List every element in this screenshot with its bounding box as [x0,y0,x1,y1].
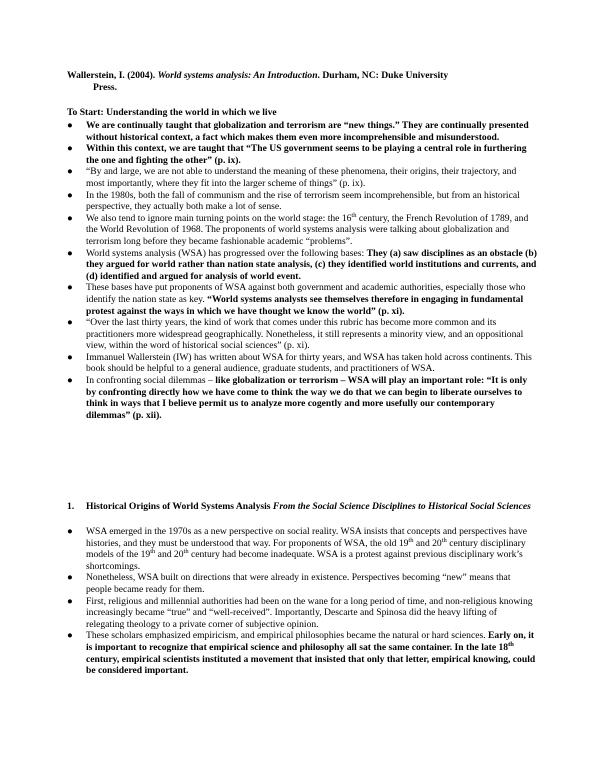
list-item: ● These bases have put proponents of WSA against both government and academic authorities, especially those who identify the nation state as key. “World systems analysts see themselves therefore in engaging in fundamental protest against the ways in which we have thought we know the world” (p. xi). [67,282,526,317]
section-subtitle: From the Social Science Disciplines to Historical Social Sciences [272,501,531,512]
citation-publisher: . Durham, NC: Duke University [317,70,449,81]
bullet-glyph: ● [67,189,73,201]
bullet-glyph: ● [67,351,73,363]
list-item: ● Nonetheless, WSA built on directions that were already in existence. Perspectives becoming “new” means that people became ready for them. [67,572,511,595]
bullet-glyph: ● [67,317,73,329]
list-item: ● World systems analysis (WSA) has progressed over the following bases: They (a) saw disciplines as an obstacle (b) they argued for world rather than nation state analysis, (c) they identified world institutions and currents, and (d) identified and argued for analysis of world event. [67,247,537,282]
bullet-glyph: ● [67,212,73,224]
bullet-glyph: ● [67,143,73,155]
section-title: Historical Origins of World Systems Analysis [86,501,273,512]
list-item: ● “Over the last thirty years, the kind of work that comes under this rubric has become more common and its practitioners more widespread geographically. Nonetheless, it still represents a minority view, and an oppositional view, within the word of historical social sciences” (p. xi). [67,317,524,352]
bullet-glyph: ● [67,572,73,584]
bullet-glyph: ● [67,282,73,294]
list-item: ● “By and large, we are not able to understand the meaning of these phenomena, their origins, their trajectory, and most importantly, where they fit into the larger scheme of things” (p. ix). [67,166,517,189]
list-item: ● First, religious and millennial authorities had been on the wane for a long period of time, and non-religious knowing increasingly became “true” and “well-received”. Importantly, Descarte and Spinosa did the heavy lifting of relegating theology to a private corner of subjective opinion. [67,595,533,630]
section-number: 1. [67,501,75,512]
section-heading-to-start: To Start: Understanding the world in which we live [67,107,277,118]
citation-press: Press. [93,81,118,93]
bullet-glyph: ● [67,526,73,537]
list-item: ● WSA emerged in the 1970s as a new perspective on social reality. WSA insists that concepts and perspectives have histories, and they must be understood that way. For proponents of WSA, the old 19th and 20th century disciplinary models of the 19th and 20th century had become inadequate. WSA is a protest against previous disciplinary work’s shortcomings. [67,526,528,572]
list-item: ● Immanuel Wallerstein (IW) has written about WSA for thirty years, and WSA has taken hold across continents. This book should be helpful to a general audience, graduate students, and practitioners of WSA. [67,351,532,375]
to-start-bullet-list [67,120,537,421]
list-item: ● Within this context, we are taught that “The US government seems to be playing a central role in furthering the one and fighting the other” (p. ix). [67,143,527,166]
bullet-glyph: ● [67,247,73,259]
list-item: ● In the 1980s, both the fall of communism and the rise of terrorism seem incomprehensible, but from an historical perspective, they actually both make a lot of sense. [67,189,520,213]
bullet-glyph: ● [67,630,73,642]
bullet-glyph: ● [67,595,73,607]
list-item: ● We are continually taught that globalization and terrorism are “new things.” They are continually presented without historical context, a fact which makes them even more incomprehensible and misunderstood. [67,120,529,143]
citation-title: World systems analysis: An Introduction [157,70,318,81]
citation [67,70,537,93]
list-item: ● These scholars emphasized empiricism, and empirical philosophies became the natural or hard sciences. Early on, it is important to recognize that empirical science and philosophy all sat the same container. In the late 18th century, empirical scientists instituted a movement that insisted that only that letter, empirical knowing, could be considered important. [67,630,536,677]
bullet-glyph: ● [67,120,73,131]
citation-author: Wallerstein, I. (2004). [67,70,158,81]
list-item: ● In confronting social dilemmas – like globalization or terrorism – WSA will play an important role: “It is only by confronting directly how we have come to think the way we do that we can begin to liberate ourselves to think in ways that I believe permit us to analyze more cogently and more usefully our contemporary dilemmas” (p. xii). [67,375,528,421]
section-heading-historical-origins [67,501,537,513]
bullet-glyph: ● [67,166,73,178]
bullet-glyph: ● [67,375,73,387]
historical-origins-bullet-list [67,526,537,677]
list-item: ● We also tend to ignore main turning points on the world stage: the 16th century, the French Revolution of 1789, and the World Revolution of 1968. The proponents of world systems analysis were talking about globalization and terrorism long before they became fashionable academic “problems”. [67,211,529,247]
